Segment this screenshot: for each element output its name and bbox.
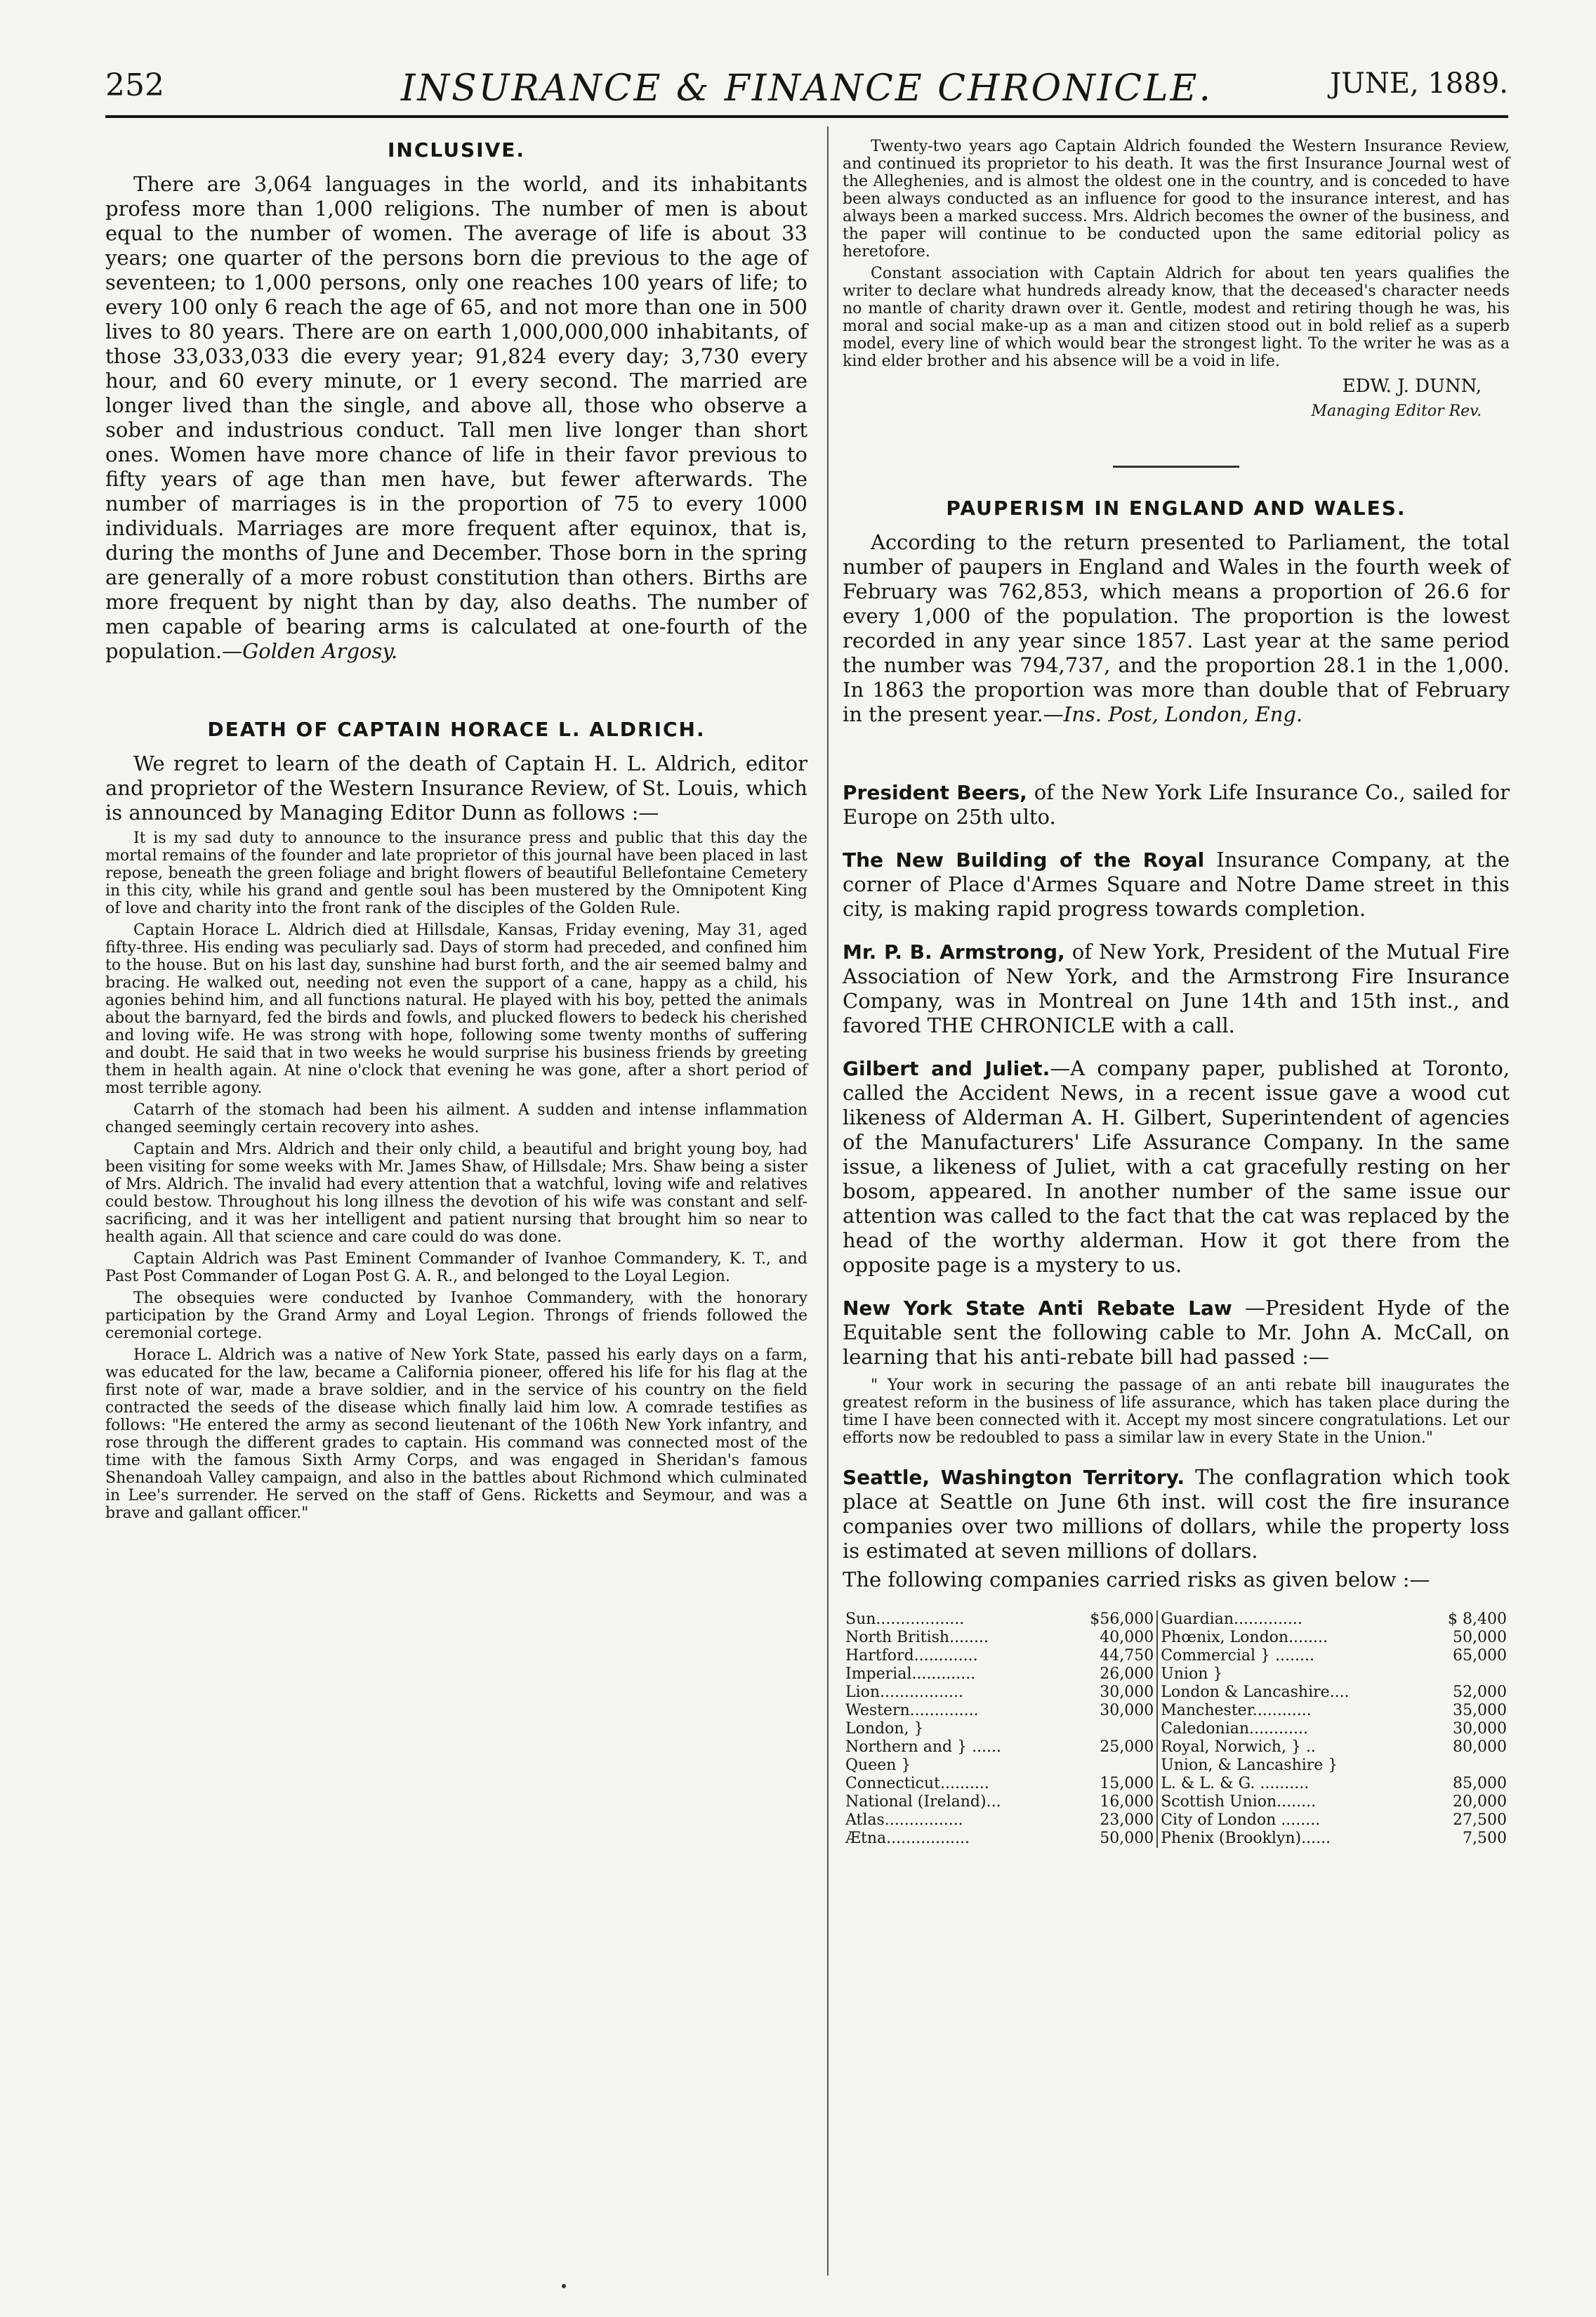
aldrich-paragraph: Captain and Mrs. Aldrich and their only child, a beautiful and bright young boy, had been visiting for some weeks with Mr. James Shaw, of Hillsdale; Mrs. Shaw being a sister of Mrs. Aldrich. The invalid had every attention that a watchful, loving wife and relatives could bestow. Throughout his long illness the devotion of his wife was constant and self-sacrificing, and it was her intelligent and patient nursing that brought him so near to health again. All that science and care could do was done. bbox=[105, 1141, 807, 1246]
risk-company: Manchester............ bbox=[1161, 1702, 1312, 1719]
risk-amount: 44,750 bbox=[1062, 1647, 1157, 1665]
risk-company: Phœnix, London........ bbox=[1161, 1629, 1328, 1646]
risk-amount: 50,000 bbox=[1453, 1629, 1507, 1646]
risk-company: Caledonian............ bbox=[1161, 1720, 1308, 1738]
cable-quote: " Your work in securing the passage of an anti rebate bill inaugurates the greatest reform in the business of life assurance, which has taken place during the time I have been connected with it. Accept my most sincere congratulations. Let our efforts now be redoubled to pass a similar law in every State in the Union." bbox=[843, 1377, 1510, 1447]
risk-amount bbox=[1062, 1720, 1157, 1738]
risk-company: Connecticut.......... bbox=[845, 1775, 989, 1792]
risk-company: North British........ bbox=[845, 1629, 989, 1646]
aldrich-signature-title: Managing Editor Rev. bbox=[1311, 402, 1482, 420]
risk-company: Lion................. bbox=[845, 1683, 963, 1701]
risk-company: Guardian.............. bbox=[1161, 1610, 1302, 1628]
risk-company: Ætna................. bbox=[845, 1830, 970, 1847]
aldrich-paragraph: It is my sad duty to announce to the insurance press and public that this day the mortal remains of the founder and late proprietor of this journal have been placed in last repose, beneath the green foliage and bright flowers of beautiful Bellefontaine Cemetery in this city, while his grand and gentle soul has been mustered by the Omnipotent King of love and charity into the front rank of the disciples of the Golden Rule. bbox=[105, 829, 807, 917]
aldrich-paragraph: Captain Aldrich was Past Eminent Commander of Ivanhoe Commandery, K. T., and Past Post Commander of Logan Post G. A. R., and belonged to the Loyal Legion. bbox=[105, 1250, 807, 1285]
risk-company: Queen } bbox=[845, 1757, 911, 1774]
brief-item: New York State Anti Rebate Law —President Hyde of the Equitable sent the following cable to Mr. John A. McCall, on learning that his anti-rebate bill had passed :— bbox=[843, 1296, 1510, 1369]
brief-item: President Beers, of the New York Life Insurance Co., sailed for Europe on 25th ulto. bbox=[843, 780, 1510, 829]
risk-row bbox=[843, 1647, 1510, 1665]
risks-intro: The following companies carried risks as given below :— bbox=[843, 1568, 1430, 1591]
risk-company: Hartford............. bbox=[845, 1647, 978, 1665]
risk-row bbox=[843, 1702, 1510, 1720]
page-header bbox=[105, 67, 1508, 110]
risks-table bbox=[843, 1610, 1510, 1848]
seattle-item: Seattle, Washington Territory. The conflagration which took place at Seattle on June 6th inst. will cost the fire insurance companies over two millions of dollars, while the property loss is estimated at seven millions of dollars. The following companies carried risks as given below :— bbox=[843, 1465, 1510, 1591]
aldrich-intro: We regret to learn of the death of Captain H. L. Aldrich, editor and proprietor of the Western Insurance Review, of St. Louis, which is announced by Managing Editor Dunn as follows :— bbox=[105, 751, 807, 825]
risk-amount: 50,000 bbox=[1062, 1830, 1157, 1848]
risk-company: Sun.................. bbox=[845, 1610, 965, 1628]
left-column bbox=[105, 138, 807, 1526]
aldrich-heading: DEATH OF CAPTAIN HORACE L. ALDRICH. bbox=[207, 718, 706, 741]
risk-row bbox=[843, 1629, 1510, 1647]
brief-item: Gilbert and Juliet.—A company paper, published at Toronto, called the Accident News, in a recent issue gave a wood cut likeness of Alderman A. H. Gilbert, Superintendent of agencies of the Manufacturers' Life Assurance Company. In the same issue, a likeness of Juliet, with a cat gracefully resting on her bosom, appeared. In another number of the same issue our attention was called to the fact that the cat was replaced by the head of the worthy alderman. How it got there from the opposite page is a mystery to us. bbox=[843, 1056, 1510, 1277]
risk-amount: 16,000 bbox=[1062, 1793, 1157, 1811]
page-number: 252 bbox=[105, 67, 164, 103]
right-column bbox=[843, 138, 1510, 1848]
risk-amount: 25,000 bbox=[1062, 1738, 1157, 1757]
column-divider bbox=[827, 126, 829, 2276]
aldrich-article bbox=[105, 717, 807, 1522]
pauperism-source: —Ins. Post, London, Eng. bbox=[1043, 702, 1303, 726]
risk-row bbox=[843, 1720, 1510, 1738]
pauperism-heading: PAUPERISM IN ENGLAND AND WALES. bbox=[946, 497, 1406, 520]
risk-amount: 15,000 bbox=[1062, 1775, 1157, 1793]
risk-company: Western.............. bbox=[845, 1702, 979, 1719]
risk-amount bbox=[1422, 1757, 1510, 1775]
risk-company: Northern and } ...... bbox=[845, 1738, 1002, 1756]
pauperism-article bbox=[843, 496, 1510, 727]
brief-item: Mr. P. B. Armstrong, of New York, President of the Mutual Fire Association of New York, and the Armstrong Fire Insurance Company, was in Montreal on June 14th and 15th inst., and favored THE CHRONICLE with a call. bbox=[843, 940, 1510, 1037]
risk-amount: 7,500 bbox=[1463, 1830, 1507, 1847]
risk-amount: 52,000 bbox=[1453, 1683, 1507, 1701]
risk-company: Phenix (Brooklyn)...... bbox=[1161, 1830, 1331, 1847]
risk-amount: 40,000 bbox=[1062, 1629, 1157, 1647]
risk-row bbox=[843, 1757, 1510, 1775]
aldrich-paragraph: Captain Horace L. Aldrich died at Hillsdale, Kansas, Friday evening, May 31, aged fifty-three. His ending was peculiarly sad. Days of storm had preceded, and confined him to the house. But on his last day, sunshine had burst forth, and the air seemed balmy and bracing. He walked out, needing not even the support of a cane, happy as a child, his agonies behind him, and all functions natural. He played with his boy, petted the animals about the barnyard, fed the birds and fowls, and plucked flowers to bedeck his cherished and loving wife. He was strong with hope, following some twenty months of suffering and doubt. He said that in two weeks he would surprise his business friends by greeting them in health again. At nine o'clock that evening he was gone, after a short period of most terrible agony. bbox=[105, 921, 807, 1097]
aldrich-paragraph: Constant association with Captain Aldrich for about ten years qualifies the writer to declare what hundreds already know, that the deceased's character needs no mantle of charity drawn over it. Gentle, modest and retiring though he was, his moral and social make-up as a man and citizen stood out in bold relief as a superb model, every line of which would bear the strongest light. To the writer he was as a kind elder brother and his absence will be a void in life. bbox=[843, 265, 1510, 370]
risk-company: Commercial } ........ bbox=[1161, 1647, 1314, 1665]
risk-row bbox=[843, 1665, 1510, 1683]
risk-company: Atlas................ bbox=[845, 1811, 963, 1829]
aldrich-paragraph: Catarrh of the stomach had been his ailment. A sudden and intense inflammation changed seemingly certain recovery into ashes. bbox=[105, 1101, 807, 1136]
risk-amount: 85,000 bbox=[1453, 1775, 1507, 1792]
risk-row bbox=[843, 1811, 1510, 1830]
risk-amount bbox=[1422, 1665, 1510, 1683]
section-rule bbox=[1113, 466, 1239, 468]
inclusive-source: —Golden Argosy. bbox=[222, 639, 398, 663]
aldrich-paragraph: The obsequies were conducted by Ivanhoe Commandery, with the honorary participation by the Grand Army and Loyal Legion. Throngs of friends followed the ceremonial cortege. bbox=[105, 1289, 807, 1342]
risk-amount: 30,000 bbox=[1453, 1720, 1507, 1738]
issue-date: JUNE, 1889. bbox=[1330, 67, 1508, 100]
risk-company: Scottish Union........ bbox=[1161, 1793, 1317, 1811]
inclusive-heading: INCLUSIVE. bbox=[388, 138, 525, 162]
risk-company: Royal, Norwich, } .. bbox=[1161, 1738, 1316, 1756]
aldrich-signature: EDW. J. DUNN, bbox=[1342, 376, 1482, 397]
risk-amount: 30,000 bbox=[1062, 1702, 1157, 1720]
risk-amount bbox=[1062, 1757, 1157, 1775]
risk-amount: 30,000 bbox=[1062, 1683, 1157, 1702]
aldrich-paragraph: Twenty-two years ago Captain Aldrich founded the Western Insurance Review, and continued its proprietor to his death. It was the first Insurance Journal west of the Alleghenies, and is almost the oldest one in the country, and is conceded to have been always conducted as an influence for good to the insurance interest, and has always been a marked success. Mrs. Aldrich becomes the owner of the business, and the paper will continue to be conducted upon the same editorial policy as heretofore. bbox=[843, 138, 1510, 261]
header-rule bbox=[105, 115, 1508, 118]
risk-company: Union, & Lancashire } bbox=[1161, 1757, 1338, 1774]
risk-row bbox=[843, 1793, 1510, 1811]
risk-amount: 23,000 bbox=[1062, 1811, 1157, 1830]
risk-amount: $56,000 bbox=[1062, 1610, 1157, 1629]
risk-amount: 20,000 bbox=[1453, 1793, 1507, 1811]
risk-company: L. & L. & G. .......... bbox=[1161, 1775, 1310, 1792]
risk-row bbox=[843, 1738, 1510, 1757]
risk-row bbox=[843, 1775, 1510, 1793]
risk-company: National (Ireland)... bbox=[845, 1793, 1001, 1811]
risk-amount: $ 8,400 bbox=[1448, 1610, 1507, 1628]
risk-company: London, } bbox=[845, 1720, 924, 1738]
inclusive-article bbox=[105, 138, 807, 664]
risk-company: City of London ........ bbox=[1161, 1811, 1321, 1829]
publication-title: INSURANCE & FINANCE CHRONICLE. bbox=[401, 67, 1213, 110]
risk-amount: 65,000 bbox=[1453, 1647, 1507, 1665]
pauperism-body: According to the return presented to Parliament, the total number of paupers in England and Wales in the fourth week of February was 762,853, which means a proportion of 26.6 for every 1,000 of the population. The proportion is the lowest recorded in any year since 1857. Last year at the same period the number was 794,737, and the proportion 28.1 in the 1,000. In 1863 the proportion was more than double that of February in the present year.—Ins. Post, London, Eng. bbox=[843, 530, 1510, 726]
risk-amount: 26,000 bbox=[1062, 1665, 1157, 1683]
brief-item: The New Building of the Royal Insurance Company, at the corner of Place d'Armes Square and Notre Dame street in this city, is making rapid progress towards completion. bbox=[843, 848, 1510, 921]
risk-company: Union } bbox=[1161, 1665, 1223, 1683]
risk-amount: 80,000 bbox=[1453, 1738, 1507, 1756]
page-mark bbox=[562, 2284, 566, 2288]
risk-row bbox=[843, 1683, 1510, 1702]
risk-amount: 35,000 bbox=[1453, 1702, 1507, 1719]
risk-row bbox=[843, 1610, 1510, 1629]
risk-company: London & Lancashire.... bbox=[1161, 1683, 1350, 1701]
aldrich-paragraph: Horace L. Aldrich was a native of New York State, passed his early days on a farm, was educated for the law, became a California pioneer, offered his life for his flag at the first note of war, made a brave soldier, and in the service of his country on the field contracted the seeds of the disease which finally laid him low. A comrade testifies as follows: "He entered the army as second lieutenant of the 106th New York infantry, and rose through the different grades to captain. His command was connected most of the time with the famous Sixth Army Corps, and was engaged in Sheridan's famous Shenandoah Valley campaign, and also in the battles about Richmond which culminated in Lee's surrender. He served on the staff of Gens. Ricketts and Seymour, and was a brave and gallant officer." bbox=[105, 1346, 807, 1522]
risk-amount: 27,500 bbox=[1453, 1811, 1507, 1829]
inclusive-body: There are 3,064 languages in the world, and its inhabitants profess more than 1,000 religions. The number of men is about equal to the number of women. The average of life is about 33 years; one quarter of the persons born die previous to the age of seventeen; to 1,000 persons, only one reaches 100 years of life; to every 100 only 6 reach the age of 65, and not more than one in 500 lives to 80 years. There are on earth 1,000,000,000 inhabitants, of those 33,033,033 die every year; 91,824 every day; 3,730 every hour, and 60 every minute, or 1 every second. The married are longer lived than the single, and above all, those who observe a sober and industrious conduct. Tall men live longer than short ones. Women have more chance of life in their favor previous to fifty years of age than men have, but fewer afterwards. The number of marriages is in the proportion of 75 to every 1000 individuals. Marriages are more frequent after equinox, that is, during the months of June and December. Those born in the spring are generally of a more robust constitution than others. Births are more frequent by night than by day, also deaths. The number of men capable of bearing arms is calculated at one-fourth of the population.—Golden Argosy. bbox=[105, 172, 807, 663]
risk-company: Imperial............. bbox=[845, 1665, 976, 1683]
risk-row bbox=[843, 1830, 1510, 1848]
